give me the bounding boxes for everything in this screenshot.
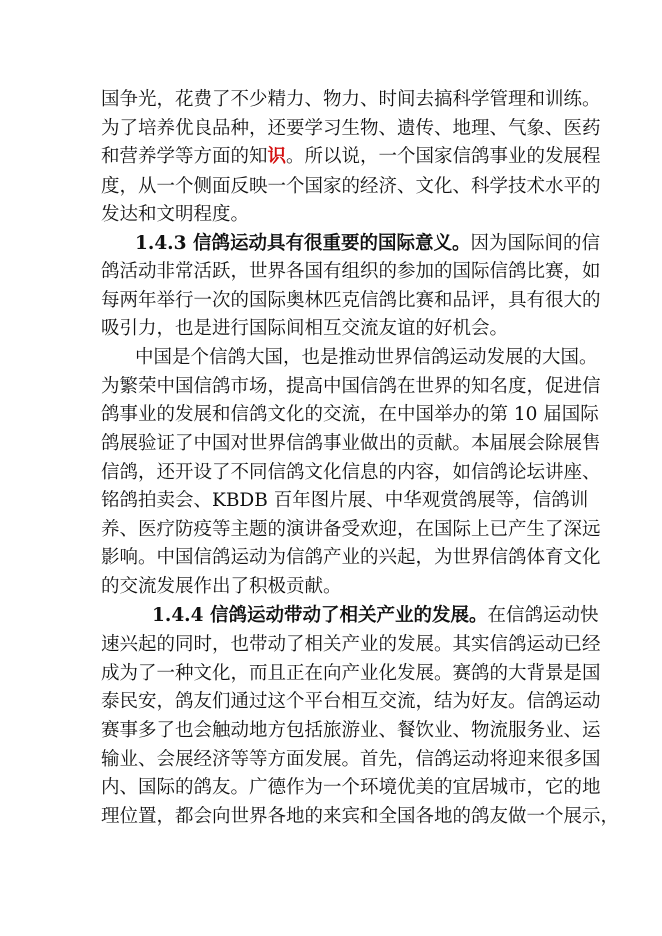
text-line: 信鸽，还开设了不同信鸽文化信息的内容，如信鸽论坛讲座、 xyxy=(101,462,601,483)
text-line: 发达和文明程度。 xyxy=(101,204,250,225)
text-run: 在信鸽运动快 xyxy=(487,605,599,626)
text-line: 鸽活动非常活跃，世界各国有组织的参加的国际信鸽比赛，如 xyxy=(101,261,601,282)
text-line: 养、医疗防疫等主题的演讲备受欢迎，在国际上已产生了深远 xyxy=(101,519,601,540)
text-line: 吸引力，也是进行国际间相互交流友谊的好机会。 xyxy=(101,318,509,339)
text-line: 鸽事业的发展和信鸽文化的交流，在中国举办的第 10 届国际 xyxy=(101,404,599,425)
text-line: 的交流发展作出了积极贡献。 xyxy=(101,576,342,597)
section-heading: 1.4.4 信鸽运动带动了相关产业的发展。 xyxy=(152,605,488,626)
text-line: 泰民安，鸽友们通过这个平台相互交流，结为好友。信鸽运动 xyxy=(101,691,601,712)
text-run: 和营养学等方面的知 xyxy=(101,146,268,167)
text-line: 中国是个信鸽大国，也是推动世界信鸽运动发展的大国。 xyxy=(135,347,598,368)
text-line: 鸽展验证了中国对世界信鸽事业做出的贡献。本届展会除展售 xyxy=(101,433,601,454)
text-line: 速兴起的同时，也带动了相关产业的发展。其实信鸽运动已经 xyxy=(101,634,601,655)
text-line: 理位置，都会向世界各地的来宾和全国各地的鸽友做一个展示， xyxy=(101,806,620,827)
section-heading-line xyxy=(135,233,600,255)
text-line: 为了培养优良品种，还要学习生物、遗传、地理、气象、医药 xyxy=(101,118,601,139)
section-heading: 1.4.3 信鸽运动具有很重要的国际意义。 xyxy=(135,233,471,254)
highlighted-character: 识 xyxy=(267,146,287,167)
text-line: 度，从一个侧面反映一个国家的经济、文化、科学技术水平的 xyxy=(101,176,601,197)
text-line: 影响。中国信鸽运动为信鸽产业的兴起，为世界信鸽体育文化 xyxy=(101,547,601,568)
text-line: 内、国际的鸽友。广德作为一个环境优美的宜居城市，它的地 xyxy=(101,777,601,798)
text-line: 成为了一种文化，而且正在向产业化发展。赛鸽的大背景是国 xyxy=(101,663,601,684)
text-line: 为繁荣中国信鸽市场，提高中国信鸽在世界的知名度，促进信 xyxy=(101,376,601,397)
text-line xyxy=(101,146,601,168)
text-run: 因为国际间的信 xyxy=(470,233,600,254)
text-line: 国争光，花费了不少精力、物力、时间去搞科学管理和训练。 xyxy=(101,89,601,110)
text-line: 输业、会展经济等等方面发展。首先，信鸽运动将迎来很多国 xyxy=(101,749,601,770)
text-line: 铭鸽拍卖会、KBDB 百年图片展、中华观赏鸽展等，信鸽训 xyxy=(101,490,589,511)
section-heading-line xyxy=(152,605,598,627)
text-line: 赛事多了也会触动地方包括旅游业、餐饮业、物流服务业、运 xyxy=(101,720,601,741)
text-line: 每两年举行一次的国际奥林匹克信鸽比赛和品评，具有很大的 xyxy=(101,290,601,311)
text-run: 。所以说，一个国家信鸽事业的发展程 xyxy=(286,146,601,167)
